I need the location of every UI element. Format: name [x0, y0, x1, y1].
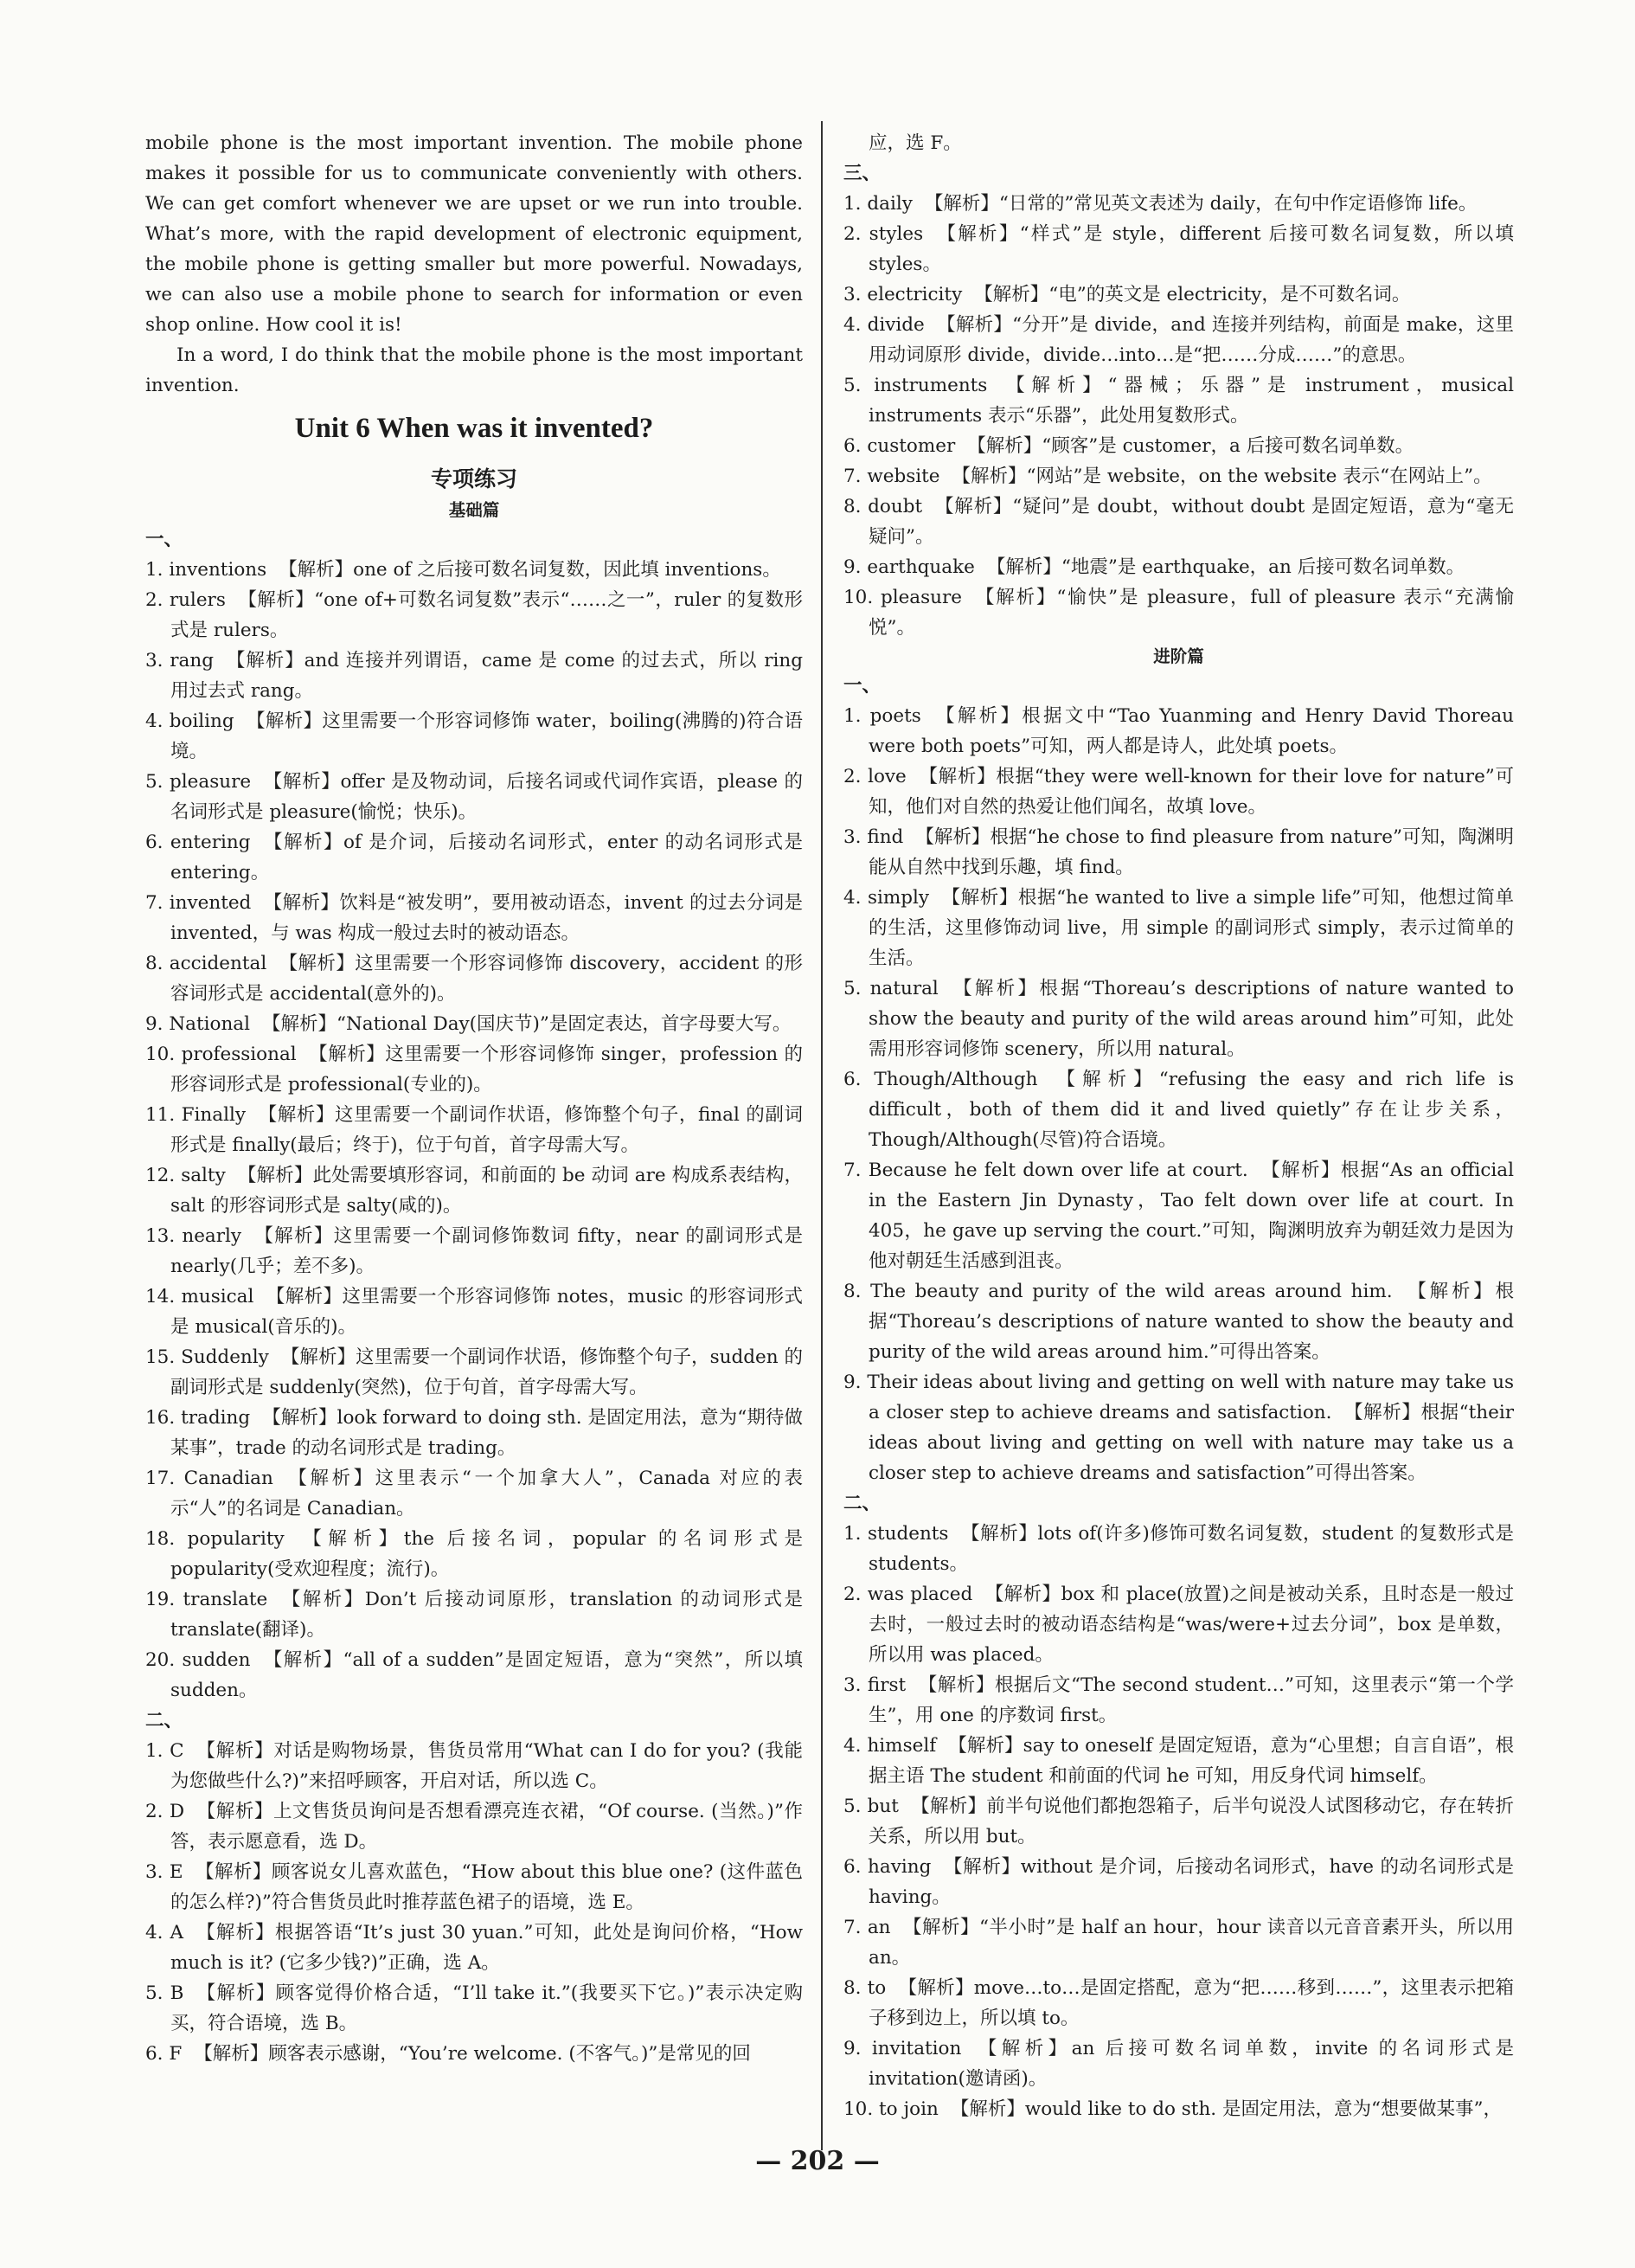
- item-explanation: 【解析】根据文中“Tao Yuanming and Henry David Thoreau were both poets”可知，两人都是诗人，此处填 poets。: [869, 705, 1514, 757]
- item-answer: Though/Although: [874, 1069, 1038, 1090]
- item-explanation: 【解析】“National Day(国庆节)”是固定表达，首字母要大写。: [262, 1013, 792, 1035]
- item-answer: nearly: [182, 1225, 242, 1247]
- item-answer: was placed: [867, 1584, 973, 1605]
- item-explanation: 【解析】“网站”是 website，on the website 表示“在网站上”。: [952, 466, 1492, 487]
- answer-item: [843, 1276, 1514, 1367]
- basic-section-title: 基础篇: [448, 500, 500, 520]
- answer-item: [145, 1736, 803, 1796]
- item-answer: The beauty and purity of the wild areas around him.: [870, 1281, 1393, 1302]
- answer-item: [843, 1155, 1514, 1276]
- item-explanation: 【解析】“器械；乐器”是 instrument，musical instruments 表示“乐器”，此处用复数形式。: [869, 375, 1514, 427]
- item-number: 20.: [145, 1649, 176, 1671]
- item-explanation: 【解析】这里需要一个副词修饰数词 fifty，near 的副词形式是 nearly(几乎；差不多)。: [170, 1225, 804, 1277]
- item-answer: B: [170, 1982, 184, 2004]
- item-number: 9.: [843, 2038, 862, 2059]
- answer-item: [843, 1367, 1514, 1488]
- item-answer: love: [868, 766, 907, 787]
- item-number: 7.: [843, 1917, 862, 1938]
- item-explanation: 【解析】say to oneself 是固定短语，意为“心里想；自言自语”，根据主语 The student 和前面的代词 he 可知，用反身代词 himself。: [869, 1735, 1514, 1787]
- answer-item: [145, 1009, 803, 1039]
- item-number: 8.: [145, 953, 164, 974]
- item-explanation: 【解析】“all of a sudden”是固定短语，意为“突然”，所以填 sudden。: [170, 1649, 803, 1701]
- item-explanation: 【解析】“refusing the easy and rich life is difficult，both of them did it and lived quietly”存在让步关系，Though/Although(尽管)符合语境。: [869, 1069, 1514, 1151]
- answer-item: [145, 948, 803, 1009]
- item-explanation: 【解析】“半小时”是 half an hour，hour 读音以元音音素开头，所以用 an。: [869, 1917, 1514, 1969]
- answer-item: [145, 2039, 803, 2069]
- answer-item: [843, 1519, 1514, 1579]
- item-explanation: 【解析】这里需要一个形容词修饰 singer，profession 的形容词形式是 professional(专业的)。: [170, 1044, 804, 1095]
- unit-title: Unit 6 When was it invented?: [294, 413, 654, 444]
- item-number: 10.: [145, 1044, 176, 1065]
- answer-item: [843, 552, 1514, 582]
- page-number: — 202 —: [755, 2146, 880, 2176]
- essay-paragraph-1: mobile phone is the most important invention. The mobile phone makes it possible for us to communicate conveniently with others. We can get comfort whenever we are upset or we run into trouble. What’s more, with the rapid development of electronic equipment, the mobile phone is getting smaller but more powerful. Nowadays, we can also use a mobile phone to search for information or even shop online. How cool it is!: [145, 132, 803, 336]
- item-answer: Finally: [181, 1104, 246, 1126]
- item-answer: Their ideas about living and getting on well with nature may take us a closer step to achieve dreams and satisfaction.: [867, 1372, 1514, 1423]
- item-explanation: 【解析】这里需要一个副词作状语，修饰整个句子，final 的副词形式是 finally(最后；终于)，位于句首，首字母需大写。: [170, 1104, 803, 1156]
- item-answer: entering: [170, 832, 251, 853]
- item-explanation: 【解析】顾客说女儿喜欢蓝色，“How about this blue one? (这件蓝色的怎么样?)”符合售货员此时推荐蓝色裙子的语境，选 E。: [170, 1861, 803, 1913]
- item-explanation: 【解析】one of 之后接可数名词复数，因此填 inventions。: [279, 559, 781, 581]
- item-answer: styles: [869, 223, 924, 245]
- answer-item: [843, 1791, 1514, 1852]
- item-answer: simply: [867, 887, 930, 909]
- item-number: 4.: [843, 1735, 862, 1757]
- item-explanation: 【解析】根据“they were well-known for their love for nature”可知，他们对自然的热爱让他们闻名，故填 love。: [869, 766, 1514, 818]
- item-explanation: 【解析】“样式”是 style，different 后接可数名词复数，所以填 styles。: [869, 223, 1515, 275]
- answer-item: [843, 1973, 1514, 2033]
- item-answer: pleasure: [170, 771, 252, 793]
- item-answer: Canadian: [183, 1468, 273, 1489]
- answer-item: [843, 310, 1514, 370]
- answer-item: [145, 1524, 803, 1584]
- item-number: 6.: [145, 2043, 164, 2065]
- answer-item: [843, 761, 1514, 822]
- item-number: 19.: [145, 1589, 176, 1610]
- basic-part2-label: 二、: [145, 1710, 183, 1732]
- item-answer: inventions: [169, 559, 267, 581]
- answer-item: [843, 431, 1514, 461]
- answer-item: [145, 1160, 803, 1221]
- answer-item: [145, 1978, 803, 2039]
- answer-item: [145, 646, 803, 706]
- item-number: 5.: [843, 1796, 862, 1817]
- item-answer: translate: [183, 1589, 268, 1610]
- basic-part2-continuation: 应，选 F。: [869, 132, 962, 154]
- advanced-section-title: 进阶篇: [1153, 646, 1204, 666]
- answer-item: [843, 1912, 1514, 1973]
- item-answer: earthquake: [867, 556, 975, 578]
- item-explanation: 【解析】“日常的”常见英文表述为 daily，在句中作定语修饰 life。: [924, 193, 1478, 215]
- item-explanation: 【解析】the 后接名词，popular 的名词形式是 popularity(受欢迎程度；流行)。: [170, 1528, 803, 1580]
- item-explanation: 【解析】“疑问”是 doubt，without doubt 是固定短语，意为“毫无疑问”。: [869, 496, 1514, 548]
- item-number: 3.: [843, 1674, 862, 1696]
- item-number: 2.: [145, 1801, 164, 1822]
- basic-part1-list: [145, 555, 803, 1706]
- item-number: 6.: [843, 435, 862, 457]
- answer-item: [145, 1918, 803, 1978]
- item-answer: rulers: [169, 589, 226, 611]
- answer-item: [145, 1403, 803, 1463]
- item-number: 2.: [843, 223, 862, 245]
- answer-item: [843, 1852, 1514, 1912]
- item-explanation: 【解析】“地震”是 earthquake，an 后接可数名词单数。: [986, 556, 1465, 578]
- item-explanation: 【解析】lots of(许多)修饰可数名词复数，student 的复数形式是 students。: [869, 1523, 1514, 1575]
- item-answer: E: [169, 1861, 183, 1883]
- answer-item: [843, 973, 1514, 1064]
- item-explanation: 【解析】“顾客”是 customer，a 后接可数名词单数。: [967, 435, 1414, 457]
- item-explanation: 【解析】Don’t 后接动词原形，translation 的动词形式是 translate(翻译)。: [170, 1589, 803, 1641]
- item-number: 7.: [145, 892, 164, 914]
- item-answer: pleasure: [880, 587, 962, 608]
- item-number: 5.: [145, 771, 164, 793]
- item-explanation: 【解析】“one of+可数名词复数”表示“……之一”，ruler 的复数形式是 rulers。: [170, 589, 803, 641]
- item-number: 7.: [843, 466, 862, 487]
- item-number: 14.: [145, 1286, 176, 1307]
- section-title: 专项练习: [430, 466, 517, 492]
- item-answer: to: [867, 1977, 887, 1999]
- item-number: 5.: [843, 978, 862, 999]
- item-explanation: 【解析】根据“Thoreau’s descriptions of nature wanted to show the beauty and purity of the wild areas around him.”可得出答案。: [869, 1281, 1514, 1363]
- item-number: 15.: [145, 1346, 176, 1368]
- answer-item: [145, 1645, 803, 1706]
- item-number: 3.: [843, 826, 862, 848]
- item-explanation: 【解析】前半句说他们都抱怨箱子，后半句说没人试图移动它，存在转折关系，所以用 but。: [869, 1796, 1514, 1847]
- item-answer: to join: [879, 2098, 939, 2120]
- answer-item: [145, 1039, 803, 1100]
- advanced-part1-list: [843, 701, 1514, 1488]
- item-answer: Because he felt down over life at court.: [868, 1160, 1248, 1181]
- item-number: 6.: [843, 1069, 862, 1090]
- item-answer: Suddenly: [181, 1346, 269, 1368]
- item-number: 17.: [145, 1468, 176, 1489]
- item-explanation: 【解析】of 是介词，后接动名词形式，enter 的动名词形式是 entering。: [170, 832, 803, 883]
- item-explanation: 【解析】look forward to doing sth. 是固定用法，意为“期待做某事”，trade 的动名词形式是 trading。: [170, 1407, 803, 1459]
- answer-item: [843, 2033, 1514, 2094]
- item-answer: having: [868, 1856, 932, 1878]
- item-answer: electricity: [867, 284, 963, 305]
- item-number: 1.: [145, 1740, 164, 1762]
- item-explanation: 【解析】饮料是“被发明”，要用被动语态，invent 的过去分词是 invented，与 was 构成一般过去时的被动语态。: [170, 892, 803, 944]
- right-column: [843, 128, 1514, 2124]
- item-explanation: 【解析】根据答语“It’s just 30 yuan.”可知，此处是询问价格，“How much is it? (它多少钱?)”正确，选 A。: [170, 1922, 803, 1974]
- answer-item: [145, 1342, 803, 1403]
- item-answer: first: [867, 1674, 907, 1696]
- item-explanation: 【解析】这里需要一个副词作状语，修饰整个句子，sudden 的副词形式是 suddenly(突然)，位于句首，首字母需大写。: [170, 1346, 803, 1398]
- item-explanation: 【解析】对话是购物场景，售货员常用“What can I do for you? (我能为您做些什么?)”来招呼顾客，开启对话，所以选 C。: [170, 1740, 803, 1792]
- answer-item: [843, 1731, 1514, 1791]
- item-explanation: 【解析】这里表示“一个加拿大人”，Canada 对应的表示“人”的名词是 Canadian。: [170, 1468, 803, 1519]
- item-number: 4.: [843, 314, 862, 336]
- item-explanation: 【解析】would like to do sth. 是固定用法，意为“想要做某事”，: [950, 2098, 1502, 2120]
- answer-item: [843, 822, 1514, 883]
- item-explanation: 【解析】根据“As an official in the Eastern Jin Dynasty，Tao felt down over life at court. In 405，he gave up serving the court.”可知，陶渊明放弃为朝廷效力是因为他对朝廷生活感到沮丧。: [869, 1160, 1514, 1272]
- answer-item: [145, 1100, 803, 1160]
- item-number: 8.: [843, 1281, 862, 1302]
- item-explanation: 【解析】这里需要一个形容词修饰 water，boiling(沸腾的)符合语境。: [170, 710, 803, 762]
- item-explanation: 【解析】根据后文“The second student…”可知，这里表示“第一个学生”，用 one 的序数词 first。: [869, 1674, 1514, 1726]
- item-answer: sudden: [182, 1649, 251, 1671]
- item-answer: professional: [181, 1044, 297, 1065]
- item-explanation: 【解析】and 连接并列谓语，came 是 come 的过去式，所以 ring 用过去式 rang。: [170, 650, 803, 702]
- item-number: 9.: [843, 1372, 862, 1393]
- item-explanation: 【解析】根据“their ideas about living and getting on well with nature may take us a closer step to achieve dreams and satisfaction”可得出答案。: [869, 1402, 1514, 1484]
- answer-item: [843, 370, 1514, 431]
- item-number: 6.: [843, 1856, 862, 1878]
- item-answer: an: [867, 1917, 891, 1938]
- item-number: 18.: [145, 1528, 176, 1550]
- answer-item: [145, 888, 803, 948]
- answer-item: [145, 1796, 803, 1857]
- item-number: 7.: [843, 1160, 862, 1181]
- item-number: 16.: [145, 1407, 176, 1429]
- left-column: [145, 128, 803, 2069]
- item-explanation: 【解析】这里需要一个形容词修饰 notes，music 的形容词形式是 musical(音乐的)。: [170, 1286, 803, 1338]
- item-explanation: 【解析】box 和 place(放置)之间是被动关系，且时态是一般过去时，一般过去时的被动语态结构是“was/were+过去分词”，box 是单数，所以用 was placed。: [869, 1584, 1514, 1666]
- answer-item: [145, 1463, 803, 1524]
- answer-item: [843, 1579, 1514, 1670]
- item-answer: invented: [169, 892, 252, 914]
- item-explanation: 【解析】“电”的英文是 electricity，是不可数名词。: [974, 284, 1411, 305]
- item-number: 5.: [843, 375, 862, 396]
- answer-item: [145, 585, 803, 646]
- answer-item: [145, 767, 803, 827]
- basic-part3-list: [843, 189, 1514, 643]
- answer-item: [843, 279, 1514, 310]
- item-answer: instruments: [874, 375, 988, 396]
- item-answer: D: [169, 1801, 185, 1822]
- column-divider: [821, 121, 823, 2150]
- item-number: 4.: [145, 710, 164, 732]
- item-explanation: 【解析】顾客觉得价格合适，“I’ll take it.”(我要买下它。)”表示决定购买，符合语境，选 B。: [170, 1982, 803, 2034]
- answer-item: [843, 883, 1514, 973]
- item-answer: popularity: [187, 1528, 285, 1550]
- item-number: 2.: [145, 589, 164, 611]
- item-answer: invitation: [871, 2038, 962, 2059]
- answer-item: [843, 701, 1514, 761]
- item-answer: daily: [867, 193, 913, 215]
- item-answer: natural: [869, 978, 939, 999]
- item-number: 13.: [145, 1225, 176, 1247]
- item-answer: find: [867, 826, 904, 848]
- item-number: 10.: [843, 2098, 874, 2120]
- item-number: 4.: [843, 887, 862, 909]
- item-answer: himself: [867, 1735, 937, 1757]
- item-number: 5.: [145, 1982, 164, 2004]
- item-answer: customer: [867, 435, 956, 457]
- item-answer: salty: [181, 1165, 226, 1186]
- advanced-part2-list: [843, 1519, 1514, 2124]
- answer-item: [843, 219, 1514, 279]
- item-number: 1.: [843, 705, 862, 727]
- item-number: 11.: [145, 1104, 176, 1126]
- item-answer: divide: [867, 314, 925, 336]
- item-explanation: 【解析】上文售货员询问是否想看漂亮连衣裙，“Of course. (当然。)”作答，表示愿意看，选 D。: [170, 1801, 803, 1853]
- answer-item: [843, 189, 1514, 219]
- item-number: 12.: [145, 1165, 176, 1186]
- item-number: 3.: [145, 650, 164, 671]
- item-answer: trading: [181, 1407, 251, 1429]
- item-explanation: 【解析】an 后接可数名词单数，invite 的名词形式是 invitation(邀请函)。: [869, 2038, 1514, 2090]
- answer-item: [843, 461, 1514, 492]
- item-number: 4.: [145, 1922, 164, 1944]
- basic-part3-label: 三、: [843, 163, 882, 184]
- answer-item: [145, 1584, 803, 1645]
- basic-part1-label: 一、: [145, 529, 183, 550]
- item-number: 1.: [145, 559, 164, 581]
- answer-item: [145, 1282, 803, 1342]
- answer-item: [843, 1670, 1514, 1731]
- answer-item: [843, 1064, 1514, 1155]
- item-answer: rang: [170, 650, 214, 671]
- item-answer: doubt: [868, 496, 923, 517]
- item-explanation: 【解析】without 是介词，后接动名词形式，have 的动名词形式是 having。: [869, 1856, 1514, 1908]
- item-answer: website: [867, 466, 940, 487]
- item-answer: accidental: [169, 953, 267, 974]
- item-explanation: 【解析】offer 是及物动词，后接名词或代词作宾语，please 的名词形式是 pleasure(愉悦；快乐)。: [170, 771, 803, 823]
- item-explanation: 【解析】此处需要填形容词，和前面的 be 动词 are 构成系表结构，salt 的形容词形式是 salty(咸的)。: [170, 1165, 803, 1217]
- item-number: 9.: [145, 1013, 164, 1035]
- item-answer: National: [169, 1013, 250, 1035]
- answer-item: [145, 706, 803, 767]
- item-number: 1.: [843, 1523, 862, 1545]
- item-explanation: 【解析】根据“he chose to find pleasure from nature”可知，陶渊明能从自然中找到乐趣，填 find。: [869, 826, 1515, 878]
- answer-item: [843, 492, 1514, 552]
- item-explanation: 【解析】move…to…是固定搭配，意为“把……移到……”，这里表示把箱子移到边上，所以填 to。: [869, 1977, 1514, 2029]
- item-number: 2.: [843, 1584, 862, 1605]
- item-explanation: 【解析】根据“Thoreau’s descriptions of nature wanted to show the beauty and purity of the wild areas around him”可知，此处需用形容词修饰 scenery，所以用 natural。: [869, 978, 1514, 1060]
- item-explanation: 【解析】“愉快”是 pleasure，full of pleasure 表示“充满愉悦”。: [869, 587, 1514, 639]
- item-number: 8.: [843, 1977, 862, 1999]
- answer-item: [843, 582, 1514, 643]
- answer-item: [145, 827, 803, 888]
- item-number: 3.: [843, 284, 862, 305]
- item-number: 9.: [843, 556, 862, 578]
- item-number: 1.: [843, 193, 862, 215]
- item-answer: students: [867, 1523, 949, 1545]
- item-number: 3.: [145, 1861, 164, 1883]
- item-answer: musical: [181, 1286, 254, 1307]
- answer-item: [145, 555, 803, 585]
- essay-paragraph-2: In a word, I do think that the mobile phone is the most important invention.: [145, 344, 803, 396]
- item-answer: poets: [869, 705, 921, 727]
- item-explanation: 【解析】“分开”是 divide，and 连接并列结构，前面是 make，这里用动词原形 divide，divide…into…是“把……分成……”的意思。: [869, 314, 1514, 366]
- advanced-part1-label: 一、: [843, 675, 882, 697]
- advanced-part2-label: 二、: [843, 1493, 882, 1514]
- item-number: 8.: [843, 496, 862, 517]
- item-answer: boiling: [169, 710, 234, 732]
- item-answer: but: [867, 1796, 899, 1817]
- item-number: 2.: [843, 766, 862, 787]
- item-answer: C: [170, 1740, 184, 1762]
- basic-part2-list: [145, 1736, 803, 2069]
- item-explanation: 【解析】顾客表示感谢，“You’re welcome. (不客气。)”是常见的回: [194, 2043, 751, 2065]
- item-explanation: 【解析】根据“he wanted to live a simple life”可知，他想过简单的生活，这里修饰动词 live，用 simple 的副词形式 simply，表示过简单的生活。: [869, 887, 1514, 969]
- answer-item: [843, 2094, 1514, 2124]
- item-explanation: 【解析】这里需要一个形容词修饰 discovery，accident 的形容词形式是 accidental(意外的)。: [170, 953, 804, 1005]
- answer-item: [145, 1221, 803, 1282]
- item-number: 10.: [843, 587, 874, 608]
- answer-item: [145, 1857, 803, 1918]
- item-number: 6.: [145, 832, 164, 853]
- item-answer: F: [169, 2043, 183, 2065]
- item-answer: A: [170, 1922, 184, 1944]
